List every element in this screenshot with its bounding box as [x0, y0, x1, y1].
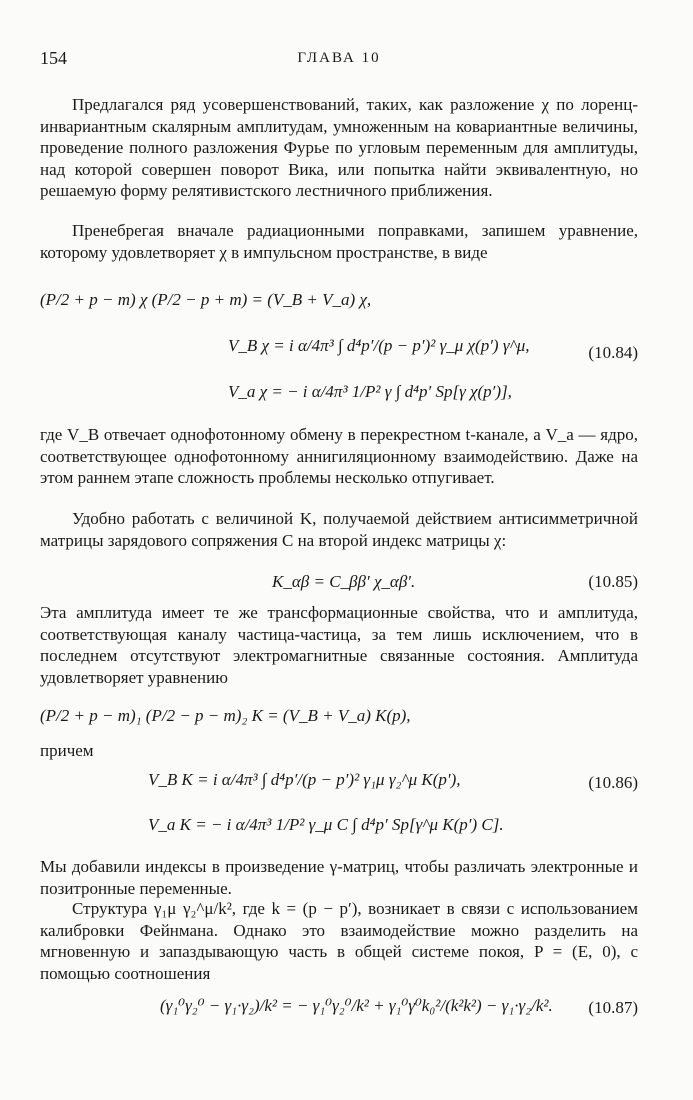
paragraph-equation-intro: Пренебрегая вначале радиационными поправками, запишем уравнение, которому удовлетворяет χ в импульсном пространстве, в виде — [40, 221, 638, 262]
paragraph-prichem: причем — [40, 741, 94, 760]
equation-10-84-line-3: V_a χ = − i α/4π³ 1/P² γ ∫ d⁴p′ Sp[γ χ(p′)], — [228, 382, 512, 401]
paragraph-indices: Мы добавили индексы в произведение γ-матриц, чтобы различать электронные и позитронные переменные. — [40, 857, 638, 898]
paragraph-charge-conjugation: Удобно работать с величиной K, получаемой действием антисимметричной матрицы зарядового сопряжения C на второй индекс матрицы χ: — [40, 509, 638, 550]
equation-10-84-line-2: V_B χ = i α/4π³ ∫ d⁴p′/(p − p′)² γ_μ χ(p′) γ^μ, — [228, 336, 530, 355]
equation-number-10-84: (10.84) — [588, 343, 638, 362]
paragraph-amplitude: Эта амплитуда имеет те же трансформационные свойства, что и амплитуда, соответствующая каналу частица-частица, за тем лишь исключением, что в последнем отсутствуют электромагнитные связанные состояния. Амплитуда удовлетворяет уравнению — [40, 603, 638, 687]
equation-10-86-line-2: V_a K = − i α/4π³ 1/P² γ_μ C ∫ d⁴p′ Sp[γ^μ K(p′) C]. — [148, 815, 504, 834]
equation-k: (P/2 + p − m)₁ (P/2 − p − m)₂ K = (V_B + V_a) K(p), — [40, 706, 411, 725]
paragraph-feynman-gauge: Структура γ₁μ γ₂^μ/k², где k = (p − p′), возникает в связи с использованием калибровки Фейнмана. Однако это взаимодействие можно разделить на мгновенную и запаздывающую часть в общей системе покоя, P = (E, 0), с помощью соотношения — [40, 899, 638, 983]
paragraph-kernels: где V_B отвечает однофотонному обмену в перекрестном t-канале, а V_a — ядро, соответствующее однофотонному аннигиляционному взаимодействию. Даже на этом раннем этапе сложность проблемы несколько отпугивает. — [40, 425, 638, 488]
equation-number-10-85: (10.85) — [588, 572, 638, 591]
page-header — [40, 48, 638, 72]
page-number: 154 — [40, 48, 67, 68]
equation-number-10-87: (10.87) — [588, 998, 638, 1017]
equation-10-86-line-1: V_B K = i α/4π³ ∫ d⁴p′/(p − p′)² γ₁μ γ₂^μ K(p′), — [148, 770, 461, 789]
equation-10-87: (γ₁⁰γ₂⁰ − γ₁·γ₂)/k² = − γ₁⁰γ₂⁰/k² + γ₁⁰γ⁰k₀²/(k²k²) − γ₁·γ₂/k². — [160, 996, 553, 1015]
equation-number-10-86: (10.86) — [588, 773, 638, 792]
equation-10-84-line-1: (P/2 + p − m) χ (P/2 − p + m) = (V_B + V_a) χ, — [40, 290, 372, 309]
paragraph-improvements: Предлагался ряд усовершенствований, таких, как разложение χ по лоренц-инвариантным скалярным амплитудам, умноженным на ковариантные величины, проведение полного разложения Фурье по угловым переменным для амплитуды, над которой совершен поворот Вика, или попытка найти эквивалентную, но решаемую форму релятивистского лестничного приближения. — [40, 95, 638, 201]
equation-10-85: K_αβ = C_ββ′ χ_αβ′. — [272, 572, 416, 591]
chapter-title: ГЛАВА 10 — [297, 50, 381, 66]
